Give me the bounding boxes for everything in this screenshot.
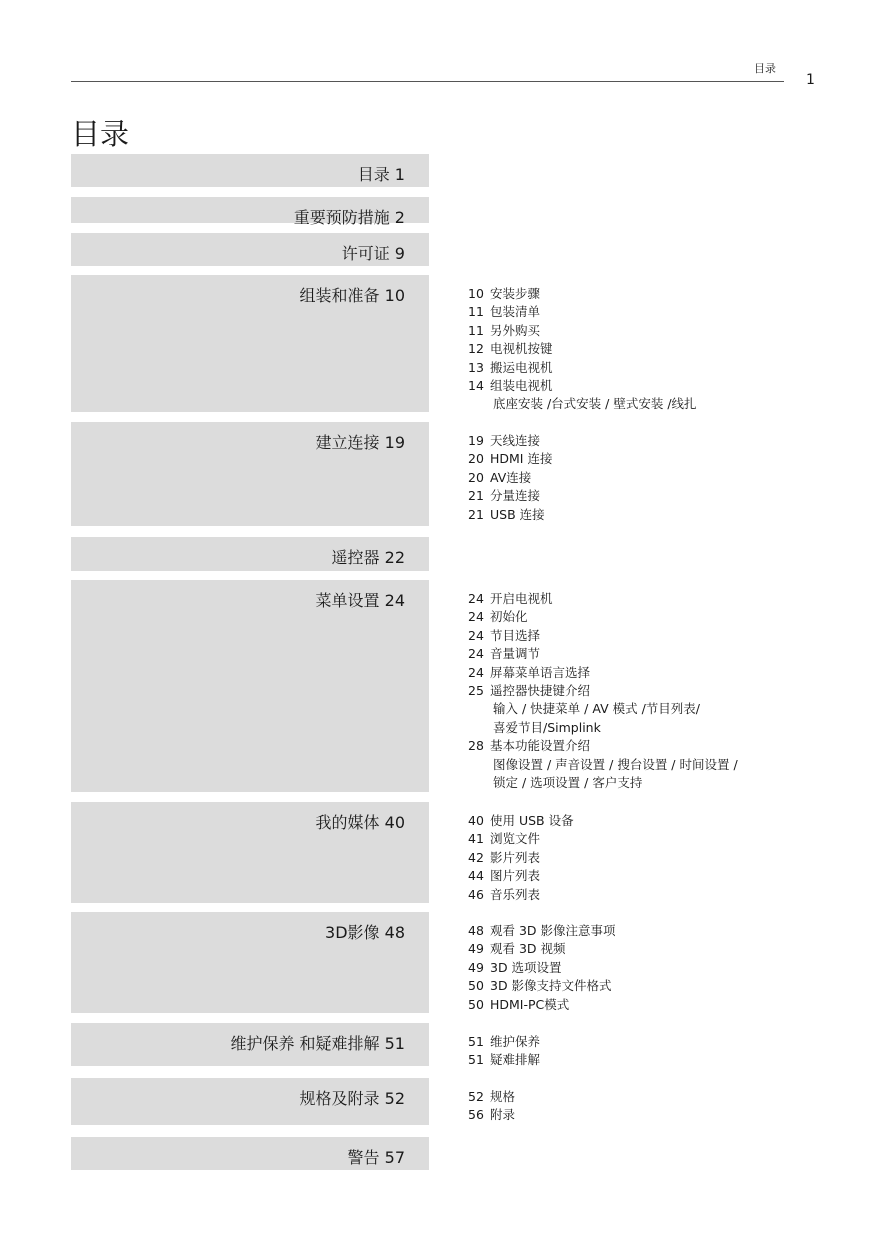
toc-entry (468, 977, 616, 995)
toc-section-bar (71, 233, 429, 266)
toc-entry (468, 340, 697, 358)
toc-entry-text: 观看 3D 影像注意事项 (490, 923, 616, 938)
toc-entry (468, 849, 574, 867)
toc-entry-text: 浏览文件 (490, 831, 541, 847)
header-label: 目录 (754, 62, 776, 75)
toc-entry-text: 底座安装 /台式安装 / 壁式安装 /线扎 (493, 396, 697, 412)
toc-entry-text: 规格 (490, 1089, 516, 1104)
toc-section (71, 802, 574, 903)
toc-entry-page: 49 (468, 959, 484, 975)
toc-section-bar (71, 580, 429, 792)
toc-entry (468, 645, 738, 663)
toc-entry-text: USB 连接 (490, 506, 545, 522)
toc-entry-text: 组装电视机 (490, 378, 553, 394)
toc-entry (468, 664, 738, 682)
toc-entry-text: 天线连接 (490, 433, 541, 448)
toc-entry-page: 21 (468, 488, 484, 504)
toc-entry-page: 24 (468, 664, 484, 680)
toc-entry-page: 40 (468, 813, 484, 828)
toc-entry-text: 初始化 (490, 609, 528, 625)
toc-section-bar (71, 912, 429, 1013)
toc-entry (468, 886, 574, 904)
toc-entry-text: 节目选择 (490, 627, 541, 643)
toc-entry (468, 432, 552, 450)
toc-section (71, 154, 429, 187)
toc-entry-text: HDMI-PC模式 (490, 996, 570, 1012)
toc-entry-text: 包装清单 (490, 304, 541, 320)
toc-entry-page: 24 (468, 646, 484, 662)
toc-entry-page: 25 (468, 683, 484, 699)
toc-entry-text: 屏幕菜单语言选择 (490, 664, 591, 680)
toc-entry (468, 322, 697, 340)
toc-entry-page: 10 (468, 286, 484, 301)
toc-entry (468, 285, 697, 303)
toc-section-label: 维护保养 和疑难排解 51 (230, 1034, 405, 1053)
toc-entry-text: 维护保养 (490, 1034, 541, 1049)
toc-entry (468, 756, 738, 774)
toc-entry-text: 音量调节 (490, 646, 541, 662)
toc-entry (468, 737, 738, 755)
toc-entry-list (468, 812, 574, 904)
toc-section-bar (71, 422, 429, 526)
toc-entry-page: 11 (468, 322, 484, 338)
toc-entry-text: 电视机按键 (490, 341, 553, 357)
toc-section (71, 1137, 429, 1170)
toc-entry-text: 图片列表 (490, 868, 541, 884)
toc-section-bar (71, 802, 429, 903)
toc-section-label: 遥控器 22 (331, 548, 405, 567)
toc-entry (468, 506, 552, 524)
toc-entry-page: 20 (468, 451, 484, 467)
toc-section (71, 197, 429, 227)
toc-section (71, 912, 616, 1013)
toc-section (71, 233, 429, 266)
toc-entry-text: 输入 / 快捷菜单 / AV 模式 /节目列表/ (493, 701, 700, 717)
toc-entry (468, 830, 574, 848)
toc-entry (468, 996, 616, 1014)
toc-entry-text: 搬运电视机 (490, 359, 553, 375)
toc-entry-page: 14 (468, 378, 484, 394)
toc-entry-page: 19 (468, 433, 484, 448)
toc-entry (468, 1033, 540, 1051)
toc-entry (468, 922, 616, 940)
toc-entry-text: 锁定 / 选项设置 / 客户支持 (493, 775, 643, 791)
toc-entry (468, 627, 738, 645)
toc-entry-text: 观看 3D 视频 (490, 941, 566, 957)
toc-section-label: 我的媒体 40 (315, 813, 405, 832)
toc-section-label: 3D影像 48 (325, 923, 405, 942)
toc-entry-list (468, 432, 552, 524)
toc-entry-page: 52 (468, 1089, 484, 1104)
toc-entry (468, 1106, 515, 1124)
toc-entry (468, 774, 738, 792)
toc-entry (468, 303, 697, 321)
toc-entry (468, 812, 574, 830)
toc-entry-text: 3D 选项设置 (490, 959, 562, 975)
toc-section (71, 1078, 516, 1125)
toc-entry-list (468, 1088, 515, 1125)
toc-section-label: 警告 57 (347, 1148, 405, 1167)
toc-entry (468, 719, 738, 737)
toc-entry-text: 图像设置 / 声音设置 / 搜台设置 / 时间设置 / (493, 756, 738, 772)
toc-entry (468, 608, 738, 626)
toc-section-label: 重要预防措施 2 (293, 208, 405, 227)
toc-entry (468, 867, 574, 885)
toc-entry-page: 13 (468, 359, 484, 375)
toc-entry (468, 940, 616, 958)
toc-entry-page: 28 (468, 738, 484, 754)
toc-section-bar (71, 154, 429, 187)
toc-entry-text: 开启电视机 (490, 591, 553, 606)
toc-entry-page: 24 (468, 609, 484, 625)
toc-entry-list (468, 922, 616, 1014)
toc-entry-page: 51 (468, 1052, 484, 1068)
toc-entry-page: 41 (468, 831, 484, 847)
toc-section (71, 1023, 541, 1068)
toc-entry-page: 24 (468, 627, 484, 643)
toc-section (71, 275, 697, 412)
toc-entry-page: 56 (468, 1107, 484, 1123)
toc-section-label: 菜单设置 24 (315, 591, 405, 610)
toc-entry (468, 359, 697, 377)
toc-entry (468, 487, 552, 505)
toc-entry-page: 24 (468, 591, 484, 606)
toc-entry-text: 遥控器快捷键介绍 (490, 683, 591, 699)
toc-entry-page: 46 (468, 886, 484, 902)
toc-entry-text: 基本功能设置介绍 (490, 738, 591, 754)
toc-entry-text: AV连接 (490, 469, 532, 485)
toc-entry-text: 疑难排解 (490, 1052, 541, 1068)
toc-section-bar (71, 197, 429, 227)
toc-entry-list (468, 1033, 540, 1070)
toc-entry (468, 959, 616, 977)
toc-entry-page: 48 (468, 923, 484, 938)
toc-entry-page: 20 (468, 469, 484, 485)
toc-entry-page: 21 (468, 506, 484, 522)
toc-section-bar (71, 1023, 429, 1066)
toc-entry-text: 安装步骤 (490, 286, 541, 301)
toc-section-bar (71, 537, 429, 571)
toc-section (71, 580, 738, 792)
toc-entry-text: 影片列表 (490, 849, 541, 865)
page-title: 目录 (71, 117, 130, 151)
toc-section-bar (71, 1078, 429, 1125)
toc-entry (468, 395, 697, 413)
toc-entry-page: 44 (468, 868, 484, 884)
toc-entry-text: 音乐列表 (490, 886, 541, 902)
toc-entry (468, 700, 738, 718)
toc-section-label: 许可证 9 (341, 244, 405, 263)
toc-entry-page: 42 (468, 849, 484, 865)
page-number: 1 (806, 72, 815, 88)
toc-entry (468, 450, 552, 468)
toc-section-bar (71, 1137, 429, 1170)
toc-section-bar (71, 275, 429, 412)
toc-section-label: 组装和准备 10 (299, 286, 405, 305)
toc-entry-page: 49 (468, 941, 484, 957)
toc-section (71, 422, 553, 526)
toc-entry-text: 附录 (490, 1107, 516, 1123)
toc-entry (468, 590, 738, 608)
toc-section (71, 537, 429, 571)
toc-entry-text: 使用 USB 设备 (490, 813, 574, 828)
toc-entry-page: 12 (468, 341, 484, 357)
toc-entry (468, 377, 697, 395)
toc-entry-list (468, 285, 697, 414)
header-rule (71, 81, 784, 82)
toc-entry-text: HDMI 连接 (490, 451, 553, 467)
toc-entry-text: 另外购买 (490, 322, 541, 338)
toc-entry-text: 喜爱节目/Simplink (493, 719, 601, 735)
toc-entry-list (468, 590, 738, 792)
toc-section-label: 建立连接 19 (315, 433, 405, 452)
toc-entry (468, 1088, 515, 1106)
toc-entry-page: 50 (468, 978, 484, 994)
toc-entry-text: 分量连接 (490, 488, 541, 504)
toc-entry (468, 1051, 540, 1069)
toc-entry-page: 50 (468, 996, 484, 1012)
toc-entry-page: 51 (468, 1034, 484, 1049)
toc-entry (468, 682, 738, 700)
toc-entry-page: 11 (468, 304, 484, 320)
toc-entry-text: 3D 影像支持文件格式 (490, 978, 612, 994)
toc-section-label: 规格及附录 52 (299, 1089, 405, 1108)
toc-entry (468, 469, 552, 487)
toc-section-label: 目录 1 (357, 165, 405, 184)
